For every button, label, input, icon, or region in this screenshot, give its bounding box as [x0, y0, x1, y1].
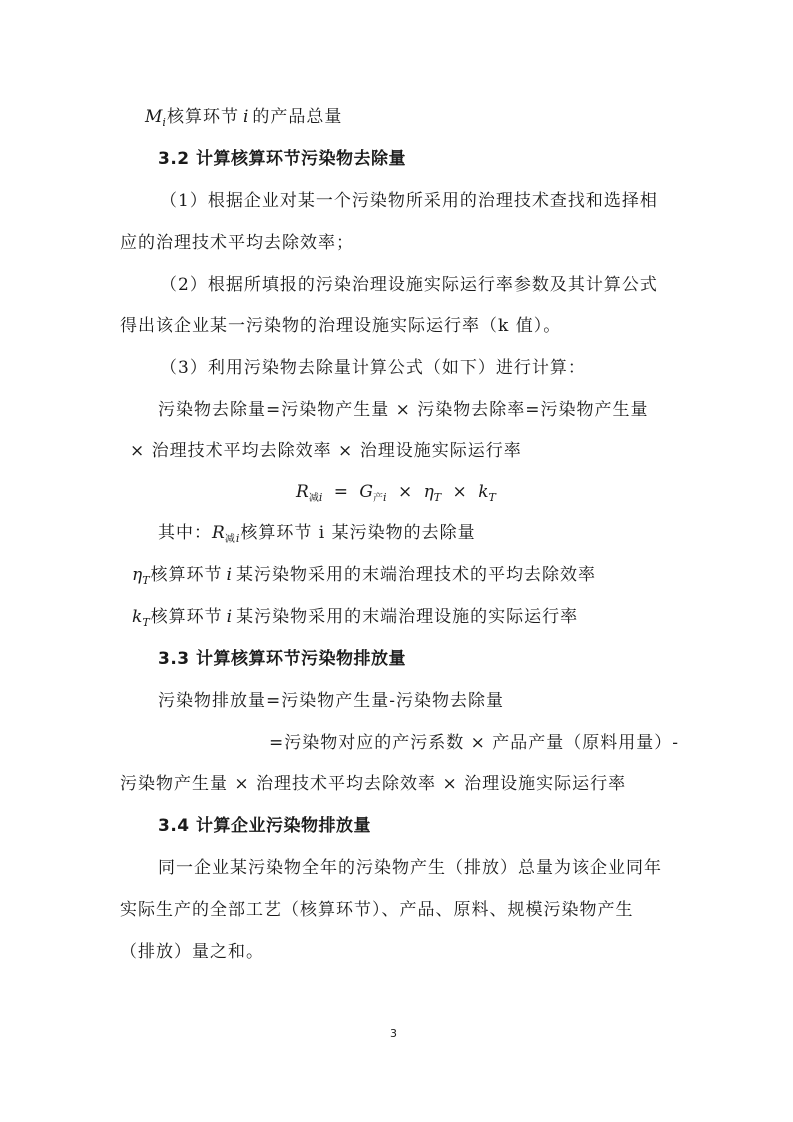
formula-g-sub-i: i	[383, 491, 387, 504]
k-def-i: i	[226, 607, 233, 627]
where-r-line	[158, 520, 476, 553]
definition-m-text-a: 核算环节	[166, 107, 239, 127]
eta-symbol-sub: T	[142, 574, 151, 587]
where-label: 其中：	[158, 523, 212, 543]
page-number: 3	[390, 1027, 397, 1040]
k-def-b: 某污染物采用的末端治理设施的实际运行率	[236, 607, 579, 627]
formula-k: k	[478, 482, 489, 502]
formula-k-sub: T	[488, 491, 496, 504]
formula-g: G	[359, 482, 373, 502]
k-symbol-sub: T	[142, 616, 151, 629]
formula-r-sub: 减	[308, 493, 319, 504]
eta-def-i: i	[226, 565, 232, 585]
section-3-4-line1: 同一企业某污染物全年的污染物产生（排放）总量为该企业同年	[158, 858, 662, 878]
where-r-sub-i: i	[235, 532, 241, 545]
removal-formula	[296, 479, 496, 512]
definition-m	[145, 104, 342, 136]
eta-def-a: 核算环节	[150, 565, 223, 585]
formula-r: R	[296, 482, 309, 502]
eq-line1: 污染物去除量=污染物产生量 × 污染物去除率=污染物产生量	[158, 400, 649, 420]
step2-line2: 得出该企业某一污染物的治理设施实际运行率（k 值）。	[120, 316, 562, 336]
formula-eq: =	[333, 482, 348, 502]
section-3-4-line2: 实际生产的全部工艺（核算环节）、产品、原料、规模污染物产生	[120, 900, 634, 920]
step3: （3）利用污染物去除量计算公式（如下）进行计算：	[160, 358, 586, 378]
heading-3-3: 3.3 计算核算环节污染物排放量	[158, 649, 407, 669]
where-r-text: 核算环节 i 某污染物的去除量	[240, 523, 476, 543]
formula-eta: η	[423, 482, 434, 502]
section-3-3-line3: 污染物产生量 × 治理技术平均去除效率 × 治理设施实际运行率	[120, 774, 627, 794]
formula-times-2: ×	[452, 482, 467, 502]
formula-eta-sub: T	[433, 491, 442, 504]
section-3-4-line3: （排放）量之和。	[120, 942, 264, 962]
math-m: M	[145, 107, 163, 127]
definition-m-text-b: 的产品总量	[252, 107, 343, 127]
math-m-sub: i	[162, 116, 167, 129]
step1-line2: 应的治理技术平均去除效率；	[120, 233, 354, 253]
math-i: i	[242, 107, 249, 127]
section-3-3-line1: 污染物排放量=污染物产生量-污染物去除量	[158, 691, 504, 711]
eta-symbol: η	[132, 565, 143, 585]
heading-3-4: 3.4 计算企业污染物排放量	[158, 816, 372, 836]
formula-times-1: ×	[397, 482, 413, 502]
eta-definition	[132, 562, 596, 594]
k-symbol: k	[132, 607, 143, 627]
k-def-a: 核算环节	[150, 607, 223, 627]
formula-g-sub: 产	[373, 493, 383, 504]
formula-r-sub-i: i	[318, 491, 323, 504]
eq-line2: × 治理技术平均去除效率 × 治理设施实际运行率	[130, 441, 522, 461]
step1-line1: （1）根据企业对某一个污染物所采用的治理技术查找和选择相	[160, 191, 658, 211]
heading-3-2: 3.2 计算核算环节污染物去除量	[158, 149, 407, 169]
section-3-3-line2: =污染物对应的产污系数 × 产品产量（原料用量）-	[269, 733, 680, 753]
eta-def-b: 某污染物采用的末端治理技术的平均去除效率	[235, 565, 596, 585]
where-r: R	[212, 523, 225, 543]
k-definition	[132, 604, 578, 636]
where-r-sub: 减	[224, 534, 236, 545]
step2-line1: （2）根据所填报的污染治理设施实际运行率参数及其计算公式	[160, 275, 658, 295]
